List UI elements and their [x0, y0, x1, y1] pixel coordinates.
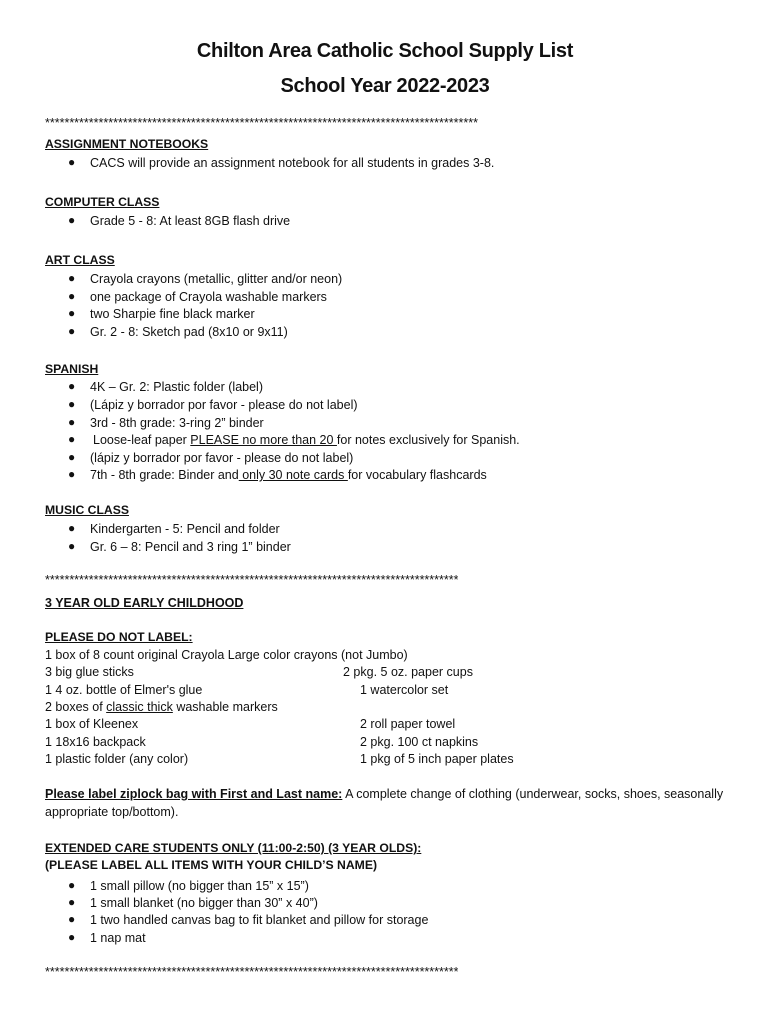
- supply-line: 1 18x16 backpack: [45, 735, 146, 749]
- supply-line: 1 box of Kleenex: [45, 717, 139, 731]
- supply-line: 1 4 oz. bottle of Elmer's glue: [45, 683, 203, 697]
- extended-care-subheading: (PLEASE LABEL ALL ITEMS WITH YOUR CHILD’S NAME): [45, 858, 378, 872]
- supply-line: 1 plastic folder (any color): [45, 752, 189, 766]
- no-label-heading: PLEASE DO NOT LABEL:: [45, 630, 193, 644]
- supply-line: 3 big glue sticks: [45, 665, 134, 679]
- art-heading: ART CLASS: [45, 253, 115, 267]
- supply-line: 1 watercolor set: [360, 683, 449, 697]
- bullet-icon: ●: [68, 213, 76, 227]
- bullet-icon: ●: [68, 379, 76, 393]
- bullet-icon: ●: [68, 306, 76, 320]
- bullet-icon: ●: [68, 155, 76, 169]
- assignment-heading: ASSIGNMENT NOTEBOOKS: [45, 137, 209, 151]
- bullet-icon: ●: [68, 912, 76, 926]
- ziplock-note-cont: appropriate top/bottom).: [45, 805, 179, 819]
- bullet-icon: ●: [68, 539, 76, 553]
- bullet-icon: ●: [68, 450, 76, 464]
- page-subtitle: School Year 2022-2023: [280, 75, 490, 97]
- bullet-icon: ●: [68, 289, 76, 303]
- bullet-icon: ●: [68, 521, 76, 535]
- ziplock-note: Please label ziplock bag with First and Last name: A complete change of clothing (underwear, socks, shoes, seasonally: [45, 787, 724, 801]
- separator: *****************************************************************************************: [45, 116, 478, 130]
- extended-care-heading: EXTENDED CARE STUDENTS ONLY (11:00-2:50) (3 YEAR OLDS):: [45, 841, 422, 855]
- computer-heading: COMPUTER CLASS: [45, 195, 160, 209]
- separator: *************************************************************************************: [45, 965, 459, 979]
- bullet-icon: ●: [68, 895, 76, 909]
- supply-line: 2 pkg. 100 ct napkins: [360, 735, 479, 749]
- bullet-icon: ●: [68, 467, 76, 481]
- bullet-icon: ●: [68, 432, 76, 446]
- bullet-icon: ●: [68, 415, 76, 429]
- supply-line: 1 box of 8 count original Crayola Large color crayons (not Jumbo): [45, 648, 408, 662]
- bullet-icon: ●: [68, 271, 76, 285]
- spanish-heading: SPANISH: [45, 362, 99, 376]
- bullet-icon: ●: [68, 878, 76, 892]
- bullet-icon: ●: [68, 397, 76, 411]
- page-title: Chilton Area Catholic School Supply List: [196, 40, 574, 62]
- supply-line: 2 roll paper towel: [360, 717, 456, 731]
- bullet-icon: ●: [68, 930, 76, 944]
- supply-line: 1 pkg of 5 inch paper plates: [360, 752, 514, 766]
- early-childhood-heading: 3 YEAR OLD EARLY CHILDHOOD: [45, 596, 244, 610]
- music-heading: MUSIC CLASS: [45, 503, 129, 517]
- supply-line: 2 pkg. 5 oz. paper cups: [343, 665, 473, 679]
- supply-list-page: Chilton Area Catholic School Supply List School Year 2022-2023 ***************************************************************************************** ASSIGNMENT NOTEBOOKS ● CACS will provide an assignment notebook for all students in grades 3-8. COMPUTER CLASS ● Grade 5 - 8: At least 8GB flash drive ART CLASS ● Crayola crayons (metallic, glitter and/or neon) ● one package of Crayola washable markers ● two Sharpie fine black marker ● Gr. 2 - 8: Sketch pad (8x10 or 9x11) SPANISH ● 4K – Gr. 2: Plastic folder (label) ● (Lápiz y borrador por favor - please do not label) ● 3rd - 8th grade: 3-ring 2” binder ● Loose-leaf paper PLEASE no more than 20 for notes exclusively for Spanish. ● (lápiz y borrador por favor - please do not label) ● 7th - 8th grade: Binder and only 30 note cards for vocabulary flashcards MUSIC CLASS ● Kindergarten - 5: Pencil and folder ● Gr. 6 – 8: Pencil and 3 ring 1” binder ************************************************************************************* 3 YEAR OLD EARLY CHILDHOOD PLEASE DO NOT LABEL: 1 box of 8 count original Crayola Large color crayons (not Jumbo) 3 big glue sticks 2 pkg. 5 oz. paper cups 1 4 oz. bottle of Elmer's glue 1 watercolor set 2 boxes of classic thick washable markers 1 box of Kleenex 2 roll paper towel 1 18x16 backpack 2 pkg. 100 ct napkins 1 plastic folder (any color) 1 pkg of 5 inch paper plates Please label ziplock bag with First and Last name: A complete change of clothing (underwear, socks, shoes, seasonally appropriate top/bottom). EXTENDED CARE STUDENTS ONLY (11:00-2:50) (3 YEAR OLDS): (PLEASE LABEL ALL ITEMS WITH YOUR CHILD’S NAME) ● 1 small pillow (no bigger than 15” x 15”) ● 1 small blanket (no bigger than 30” x 40”) ● 1 two handled canvas bag to fit blanket and pillow for storage ● 1 nap mat *************************************************************************************: [0, 0, 770, 1024]
- bullet-icon: ●: [68, 324, 76, 338]
- separator: *************************************************************************************: [45, 573, 459, 587]
- supply-line: 2 boxes of classic thick washable markers: [45, 700, 278, 714]
